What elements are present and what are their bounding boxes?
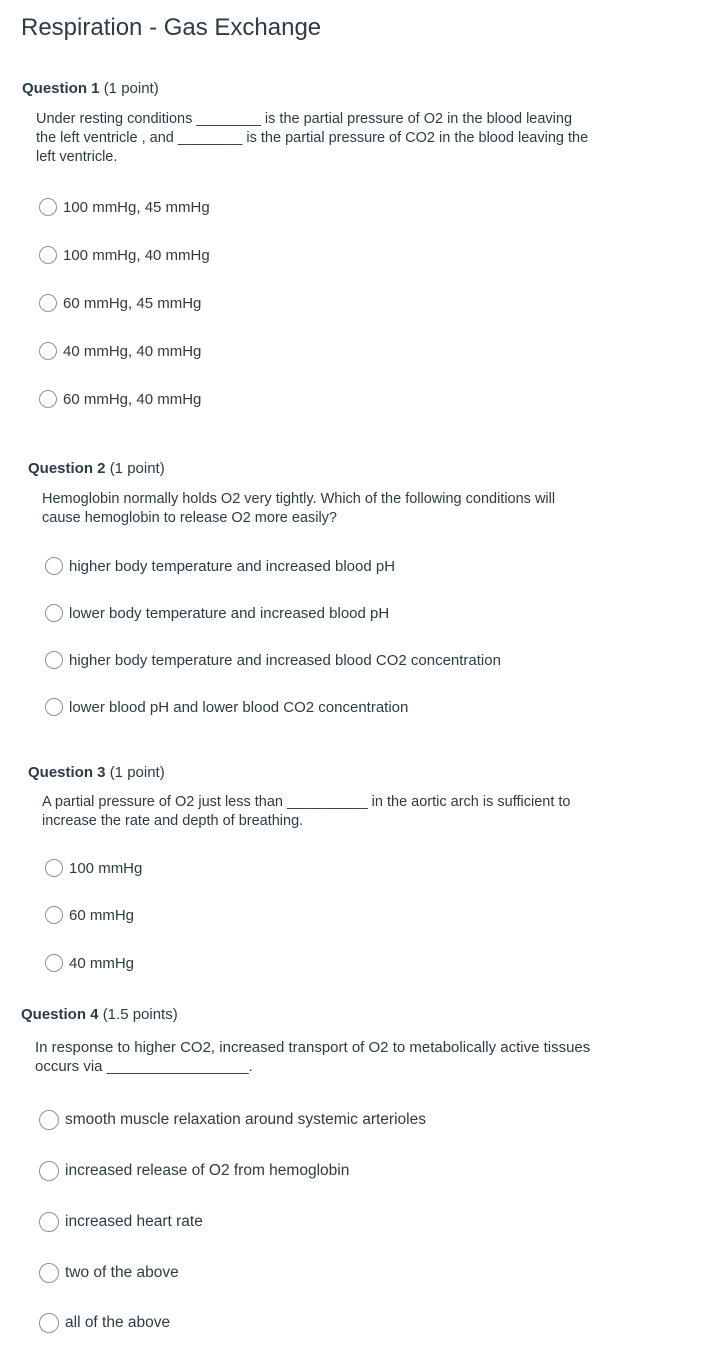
q1-option-3[interactable]	[39, 294, 201, 312]
option-label: 100 mmHg, 45 mmHg	[63, 198, 210, 216]
option-label: all of the above	[65, 1314, 171, 1331]
q2-option-2[interactable]	[45, 604, 389, 622]
option-label: 60 mmHg, 40 mmHg	[63, 390, 202, 408]
option-label: increased release of O2 from hemoglobin	[65, 1162, 350, 1179]
q4-option-2[interactable]	[39, 1161, 349, 1181]
radio-button[interactable]	[39, 1212, 59, 1232]
radio-button[interactable]	[45, 557, 63, 575]
question-text-line: In response to higher CO2, increased transport of O2 to metabolically active tissues	[35, 1039, 591, 1056]
question-text-line: left ventricle.	[36, 149, 118, 165]
question-text-line: A partial pressure of O2 just less than __________ in the aortic arch is sufficient to	[42, 794, 571, 810]
question-points: (1.5 points)	[102, 1006, 178, 1023]
radio-button[interactable]	[39, 246, 57, 264]
q4-option-1[interactable]	[39, 1110, 426, 1130]
radio-button[interactable]	[45, 859, 63, 877]
radio-button[interactable]	[39, 342, 57, 360]
radio-button[interactable]	[39, 1263, 59, 1283]
q3-option-1[interactable]	[45, 859, 142, 877]
question-1-text	[36, 110, 676, 167]
question-text-line: increase the rate and depth of breathing.	[42, 813, 304, 829]
q1-option-5[interactable]	[39, 390, 201, 408]
q2-option-4[interactable]	[45, 698, 408, 716]
q4-option-4[interactable]	[39, 1263, 179, 1283]
question-points: (1 point)	[109, 764, 165, 781]
q4-option-5[interactable]	[39, 1313, 170, 1333]
question-3-text	[42, 793, 662, 831]
question-label: Question 2	[28, 460, 106, 477]
radio-button[interactable]	[45, 698, 63, 716]
question-2-text	[42, 490, 662, 528]
radio-button[interactable]	[39, 1313, 59, 1333]
question-2-header	[28, 460, 165, 477]
q2-option-3[interactable]	[45, 651, 501, 669]
question-text-line: the left ventricle , and ________ is the partial pressure of CO2 in the blood leaving the	[36, 130, 589, 146]
question-1-header	[22, 80, 159, 97]
question-text-line: occurs via _________________.	[35, 1058, 253, 1075]
radio-button[interactable]	[45, 604, 63, 622]
radio-button[interactable]	[45, 954, 63, 972]
q4-option-3[interactable]	[39, 1212, 203, 1232]
question-points: (1 point)	[103, 80, 159, 97]
q3-option-3[interactable]	[45, 954, 134, 972]
question-text-line: Hemoglobin normally holds O2 very tightly. Which of the following conditions will	[42, 491, 556, 507]
question-label: Question 4	[21, 1006, 99, 1023]
q1-option-2[interactable]	[39, 246, 210, 264]
option-label: smooth muscle relaxation around systemic arterioles	[65, 1111, 426, 1128]
option-label: 100 mmHg	[69, 859, 143, 877]
option-label: 40 mmHg	[69, 954, 135, 972]
question-text-line: cause hemoglobin to release O2 more easily?	[42, 510, 337, 526]
option-label: lower body temperature and increased blood pH	[69, 604, 390, 622]
q3-option-2[interactable]	[45, 906, 134, 924]
option-label: two of the above	[65, 1264, 179, 1281]
question-text-line: Under resting conditions ________ is the partial pressure of O2 in the blood leaving	[36, 111, 573, 127]
question-points: (1 point)	[109, 460, 165, 477]
radio-button[interactable]	[45, 651, 63, 669]
radio-button[interactable]	[39, 1110, 59, 1130]
radio-button[interactable]	[39, 198, 57, 216]
page-title: Respiration - Gas Exchange	[21, 14, 322, 41]
q1-option-1[interactable]	[39, 198, 210, 216]
option-label: higher body temperature and increased blood CO2 concentration	[69, 651, 501, 669]
radio-button[interactable]	[45, 906, 63, 924]
option-label: 40 mmHg, 40 mmHg	[63, 342, 202, 360]
radio-button[interactable]	[39, 294, 57, 312]
question-4-header	[21, 1006, 178, 1023]
option-label: higher body temperature and increased blood pH	[69, 557, 396, 575]
q2-option-1[interactable]	[45, 557, 395, 575]
q1-option-4[interactable]	[39, 342, 201, 360]
option-label: 60 mmHg, 45 mmHg	[63, 294, 202, 312]
option-label: increased heart rate	[65, 1213, 203, 1230]
radio-button[interactable]	[39, 390, 57, 408]
question-4-text	[35, 1038, 695, 1076]
option-label: lower blood pH and lower blood CO2 concentration	[69, 698, 409, 716]
question-3-header	[28, 764, 165, 781]
question-label: Question 3	[28, 764, 106, 781]
option-label: 60 mmHg	[69, 906, 135, 924]
option-label: 100 mmHg, 40 mmHg	[63, 246, 210, 264]
question-label: Question 1	[22, 80, 100, 97]
radio-button[interactable]	[39, 1161, 59, 1181]
